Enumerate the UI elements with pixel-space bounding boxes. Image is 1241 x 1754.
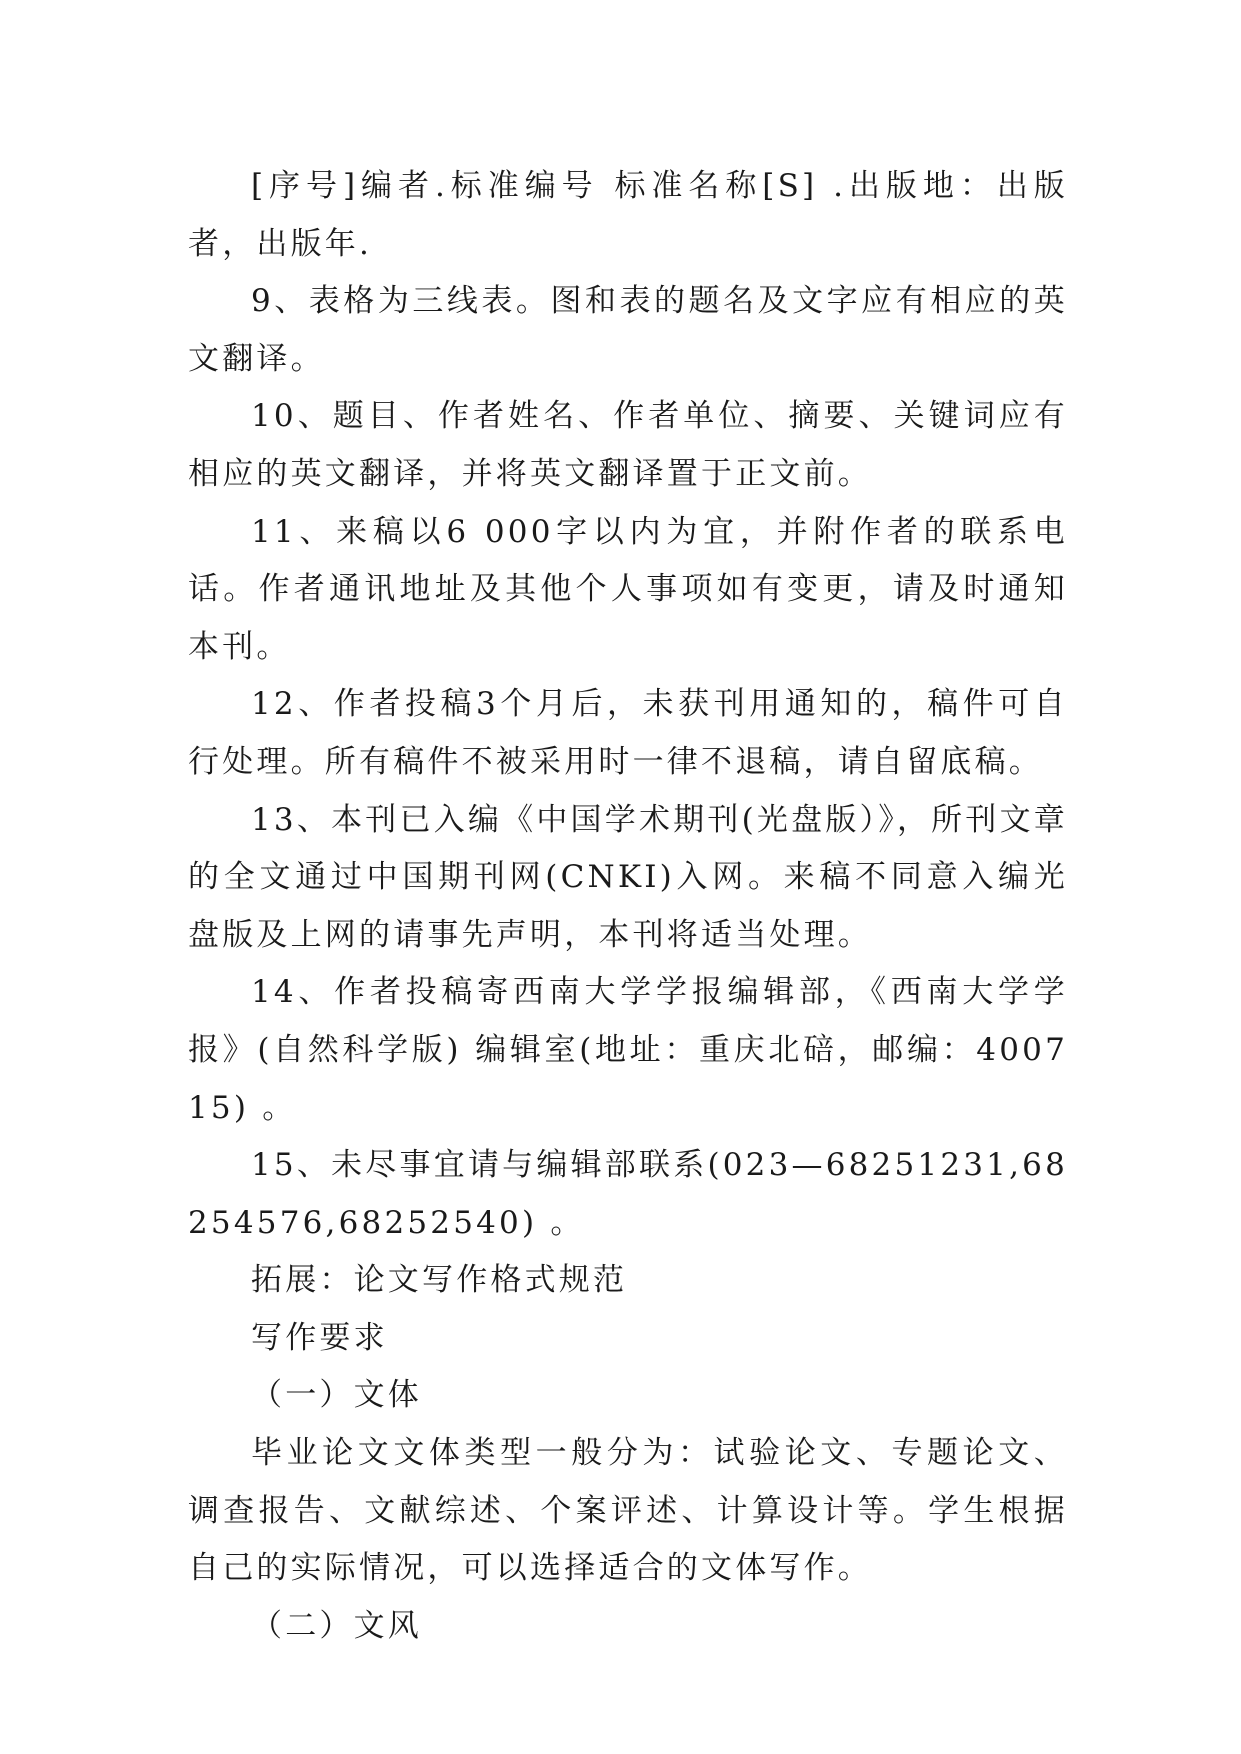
guideline-item-11: 11、来稿以6 000字以内为宜，并附作者的联系电话。作者通讯地址及其他个人事项如有变更，请及时通知本刊。 xyxy=(188,513,1068,665)
guideline-item-13: 13、本刊已入编《中国学术期刊(光盘版）》，所刊文章的全文通过中国期刊网(CNKI)入网。来稿不同意入编光盘版及上网的请事先声明，本刊将适当处理。 xyxy=(188,801,1068,953)
requirements-heading: 写作要求 xyxy=(251,1319,388,1356)
guideline-item-12: 12、作者投稿3个月后，未获刊用通知的，稿件可自行处理。所有稿件不被采用时一律不退稿，请自留底稿。 xyxy=(188,686,1068,780)
standard-reference-format: [序号]编者.标准编号 标准名称[S] .出版地：出版者，出版年. xyxy=(188,168,1068,262)
extension-heading: 拓展：论文写作格式规范 xyxy=(251,1262,628,1299)
section-style-heading: （一）文体 xyxy=(251,1377,422,1414)
guideline-item-9: 9、表格为三线表。图和表的题名及文字应有相应的英文翻译。 xyxy=(188,283,1068,377)
document-page xyxy=(188,158,1068,1655)
guideline-item-10: 10、题目、作者姓名、作者单位、摘要、关键词应有相应的英文翻译，并将英文翻译置于正文前。 xyxy=(188,398,1068,492)
guideline-item-14: 14、作者投稿寄西南大学学报编辑部，《西南大学学报》(自然科学版) 编辑室(地址：重庆北碚，邮编：400715) 。 xyxy=(188,974,1068,1126)
guideline-item-15: 15、未尽事宜请与编辑部联系(023—68251231,68254576,68252540) 。 xyxy=(188,1147,1068,1241)
style-paragraph: 毕业论文文体类型一般分为：试验论文、专题论文、调查报告、文献综述、个案评述、计算设计等。学生根据自己的实际情况，可以选择适合的文体写作。 xyxy=(188,1435,1068,1587)
section-tone-heading: （二）文风 xyxy=(251,1607,422,1644)
